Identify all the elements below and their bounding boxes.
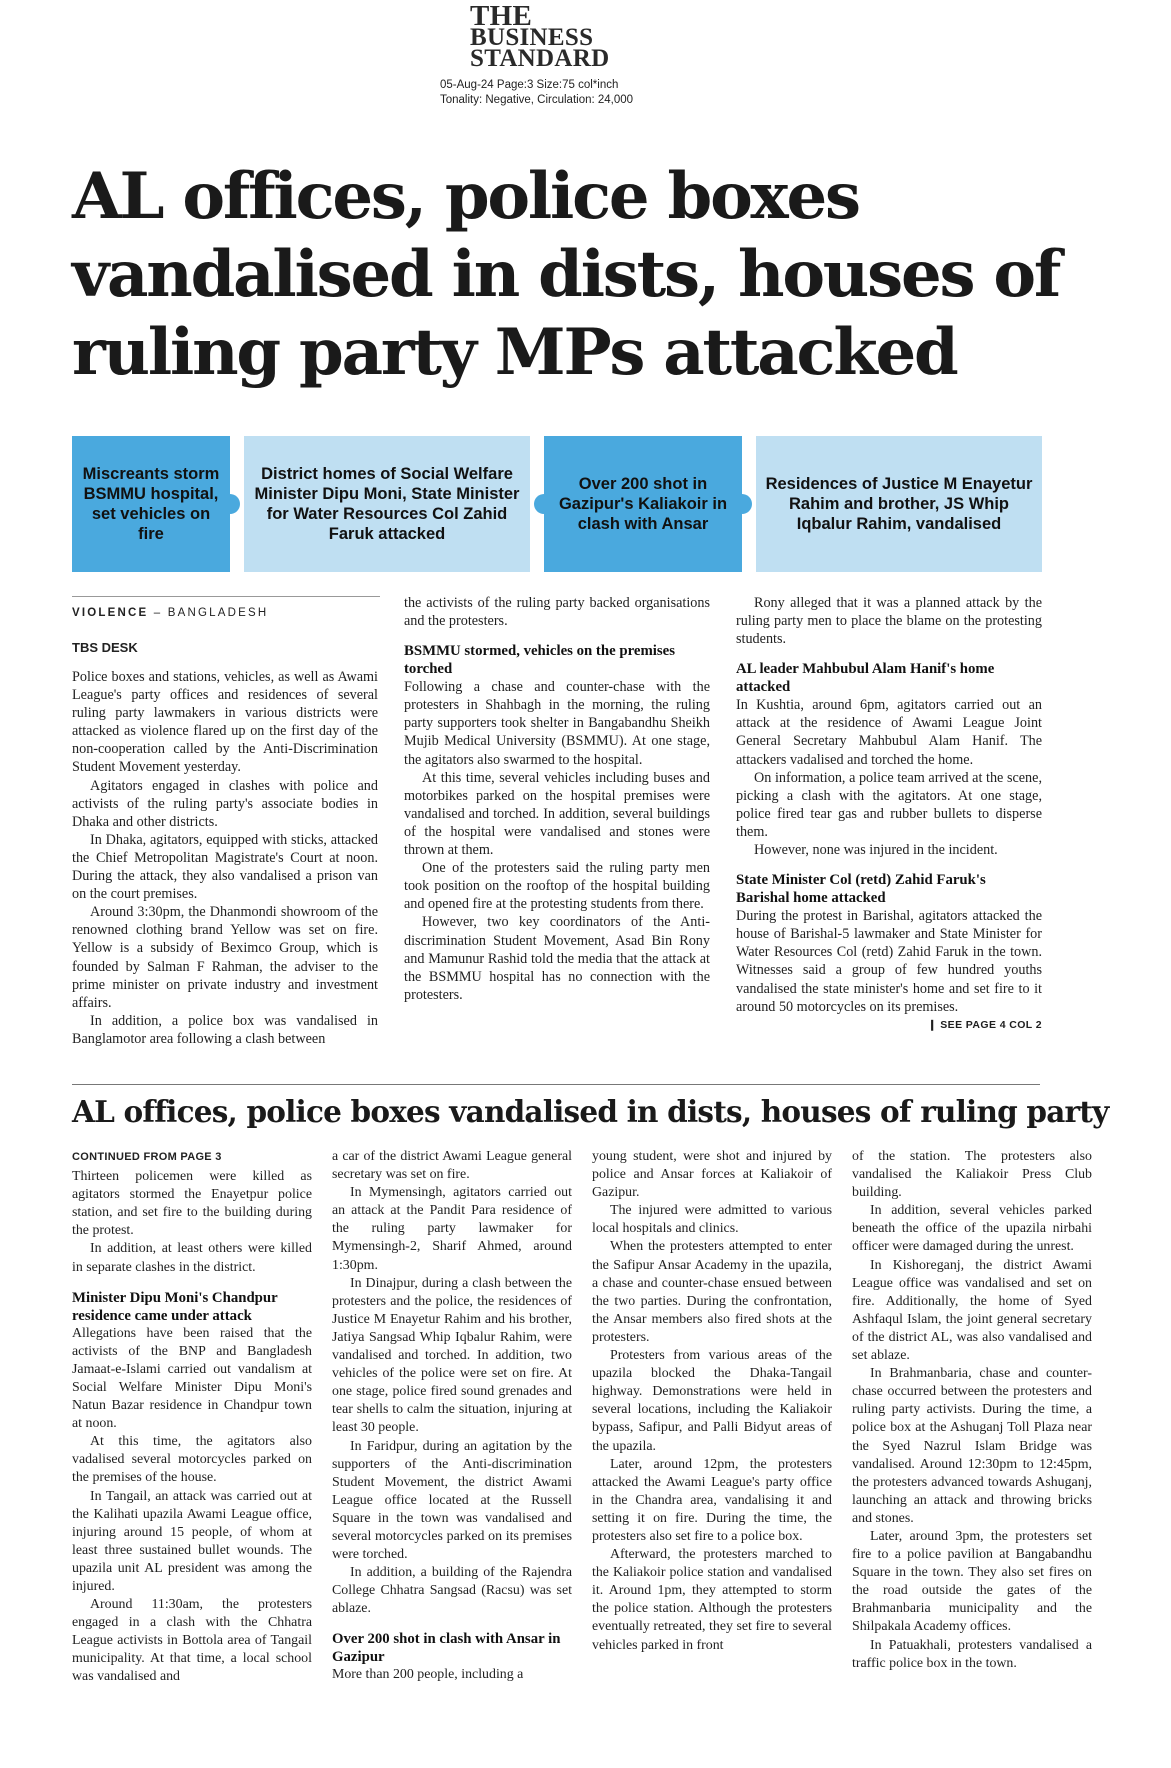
logo-line-3: STANDARD — [470, 45, 610, 72]
article-column-2 — [404, 594, 710, 1004]
paragraph: In Patuakhali, protesters vandalised a traffic police box in the town. — [852, 1637, 1092, 1671]
highlight-box-2 — [244, 436, 530, 572]
continuation-rule — [72, 1084, 1040, 1085]
highlight-text-4: Residences of Justice M Enayetur Rahim and brother, JS Whip Iqbalur Rahim, vandalised — [765, 475, 1033, 533]
paragraph: In addition, at least others were killed in separate clashes in the district. — [72, 1241, 312, 1275]
paragraph: However, none was injured in the incident. — [754, 842, 998, 859]
paragraph: On information, a police team arrived at the scene, picking a clash with the agitators. At one stage, police fired tear gas and rubber bullets to disperse them. — [736, 769, 1042, 840]
subheading: Minister Dipu Moni's Chandpur residence came under attack — [72, 1289, 278, 1324]
publication-logo — [470, 0, 710, 72]
paragraph: Later, around 3pm, the protesters set fire to a police pavilion at Bangabandhu Square in the town. They also set fires on the road outside the gates of the Brahmanbaria municipality and the Shilpakala Academy offices. — [852, 1528, 1092, 1635]
paragraph: In Faridpur, during an agitation by the supporters of the Anti-discrimination Student Movement, the district Awami League office located at the Russell Square in the town was vandalised and several motorcycles parked on its premises were torched. — [332, 1438, 572, 1563]
continuation-column-2 — [332, 1148, 572, 1685]
highlight-box-3 — [544, 436, 742, 572]
subheading: BSMMU stormed, vehicles on the premises torched — [404, 643, 675, 678]
main-headline: AL offices, police boxes vandalised in dists, houses of ruling party MPs attacked — [72, 159, 1060, 390]
paragraph: In Brahmanbaria, chase and counter-chase occurred between the protesters and ruling party activists. During the time, a police box at the Ashuganj Toll Plaza near the Syed Nazrul Islam Bridge was vandalised. Around 12:30pm to 12:45pm, the protesters advanced towards Ashuganj, launching an attack and throwing bricks and stones. — [852, 1366, 1092, 1526]
paragraph: Around 11:30am, the protesters engaged in a clash with the Chhatra League activists in Bottola area of Tangail municipality. At that time, a local school was vandalised and — [72, 1597, 312, 1685]
highlight-text-1: Miscreants storm BSMMU hospital, set vehicles on fire — [82, 465, 220, 543]
highlight-connector-dot — [534, 494, 554, 514]
paragraph: Following a chase and counter-chase with the protesters in Shahbagh in the morning, the ruling party supporters took shelter in Bangabandhu Sheikh Mujib Medical University (BSMMU). At one stage, the agitators also swarmed to the hospital. — [404, 679, 710, 768]
paragraph: young student, were shot and injured by police and Ansar forces at Kaliakoir of Gazipur. — [592, 1149, 832, 1201]
paragraph: Rony alleged that it was a planned attack by the ruling party men to place the blame on the protesting students. — [736, 595, 1042, 648]
paragraph: In Mymensingh, agitators carried out an attack at the Pandit Para residence of the ruling party lawmaker for Mymensingh-2, Sharif Ahmed, around 1:30pm. — [332, 1185, 572, 1273]
paragraph: In Dinajpur, during a clash between the protesters and the police, the residences of Justice M Enayetur Rahim and his brother, Jatiya Sangsad Whip Iqbalur Rahim, were vandalised and torched. In addition, two vehicles of the police were set on fire. At one stage, police fired sound grenades and tear shells to calm the situation, injuring at least 30 people. — [332, 1275, 572, 1436]
clipping-meta-line-1: 05-Aug-24 Page:3 Size:75 col*inch — [440, 79, 619, 91]
paragraph: Allegations have been raised that the activists of the BNP and Bangladesh Jamaat-e-Islami carried out vandalism at Social Welfare Minister Dipu Moni's Natun Bazar residence in Chandpur town at noon. — [72, 1325, 312, 1432]
subheading: State Minister Col (retd) Zahid Faruk's Barishal home attacked — [736, 872, 986, 907]
subheading: Over 200 shot in clash with Ansar in Gazipur — [332, 1631, 561, 1666]
paragraph: Thirteen policemen were killed as agitators stormed the Enayetpur police station, and set fire to the building during the protest. — [72, 1169, 312, 1239]
continued-from-tag: CONTINUED FROM PAGE 3 — [72, 1151, 222, 1163]
paragraph: In addition, a police box was vandalised in Banglamotor area following a clash between — [72, 1012, 378, 1047]
section-rule — [72, 596, 380, 597]
paragraph: In Kishoreganj, the district Awami League office was vandalised and set on fire. Additionally, the home of Syed Ashfaqul Islam, the joint general secretary of the district AL, was also vandalised and set ablaze. — [852, 1257, 1092, 1364]
paragraph: During the protest in Barishal, agitators attacked the house of Barishal-5 lawmaker and State Minister for Water Resources Col (retd) Zahid Faruk in the town. Witnesses said a group of few hundred youths vandalised the state minister's home and set fire to it around 50 motorcycles on its premises. — [736, 908, 1042, 1015]
paragraph: The injured were admitted to various local hospitals and clinics. — [592, 1203, 832, 1237]
paragraph: Afterward, the protesters marched to the Kaliakoir police station and vandalised it. Around 1pm, they attempted to storm the police station. Although the protesters eventually retreated, they set fire to several vehicles parked in front — [592, 1547, 832, 1653]
clipping-meta — [440, 78, 720, 108]
see-page-jump: ❙ SEE PAGE 4 COL 2 — [927, 1018, 1042, 1031]
continuation-column-4 — [852, 1148, 1092, 1673]
clipping-meta-line-2: Tonality: Negative, Circulation: 24,000 — [440, 94, 634, 106]
paragraph: a car of the district Awami League general secretary was set on fire. — [332, 1149, 572, 1183]
paragraph: When the protesters attempted to enter the Safipur Ansar Academy in the upazila, a chase and counter-chase ensued between the two parties. During the confrontation, the Ansar members also fired shots at the protesters. — [592, 1239, 832, 1345]
section-tag — [72, 607, 268, 619]
paragraph: Protesters from various areas of the upazila blocked the Dhaka-Tangail highway. Demonstrations were held in several locations, including the Kaliakoir bypass, Safipur, and Palli Bidyut areas of the upazila. — [592, 1348, 832, 1454]
paragraph: of the station. The protesters also vandalised the Kaliakoir Press Club building. — [852, 1149, 1092, 1201]
continuation-column-3 — [592, 1148, 832, 1655]
paragraph: Police boxes and stations, vehicles, as well as Awami League's party offices and residences of several ruling party lawmakers in various districts were attacked as violence flared up on the first day of the non-cooperation called by the Anti-Discrimination Student Movement yesterday. — [72, 669, 378, 776]
logo-line-1: THE — [470, 0, 533, 32]
continuation-headline: AL offices, police boxes vandalised in dists, houses of ruling party — [72, 1094, 1109, 1129]
paragraph: Around 3:30pm, the Dhanmondi showroom of the renowned clothing brand Yellow was set on fire. Yellow is a subsidy of Beximco Group, which is founded by Salman F Rahman, the adviser to the prime minister on private industry and investment affairs. — [72, 904, 378, 1011]
logo-line-2: BUSINESS — [470, 24, 594, 51]
byline: TBS DESK — [72, 640, 138, 655]
highlight-strip — [72, 436, 1042, 572]
section-tag-category: VIOLENCE — [72, 607, 149, 619]
highlight-connector-dot — [732, 494, 752, 514]
paragraph: Agitators engaged in clashes with police and activists of the ruling party's associate bodies in Dhaka and other districts. — [72, 777, 378, 830]
paragraph: At this time, the agitators also vadalised several motorcycles parked on the premises of the house. — [72, 1434, 312, 1486]
article-column-3 — [736, 594, 1042, 1034]
paragraph: In addition, a building of the Rajendra College Chhatra Sangsad (Racsu) was set ablaze. — [332, 1565, 572, 1617]
section-tag-region: – BANGLADESH — [148, 607, 269, 619]
paragraph: One of the protesters said the ruling party men took position on the rooftop of the hospital building and opened fire at the protesting students from there. — [404, 860, 710, 913]
masthead-logo — [470, 0, 710, 72]
paragraph: the activists of the ruling party backed organisations and the protesters. — [404, 595, 710, 630]
highlight-text-3: Over 200 shot in Gazipur's Kaliakoir in clash with Ansar — [558, 475, 728, 533]
highlight-box-1 — [72, 436, 230, 572]
paragraph: However, two key coordinators of the Anti-discrimination Student Movement, Asad Bin Rony and Mamunur Rashid told the media that the attack at the BSMMU hospital has no connection with the protesters. — [404, 914, 710, 1003]
continuation-column-1 — [72, 1148, 312, 1687]
highlight-connector-dot — [220, 494, 240, 514]
highlight-box-4 — [756, 436, 1042, 572]
paragraph: More than 200 people, including a — [332, 1667, 524, 1683]
paragraph: Later, around 12pm, the protesters attacked the Awami League's party office in the Chandra area, vandalising it and setting it on fire. During the time, the protesters also set fire to a police box. — [592, 1456, 832, 1544]
paragraph: In Dhaka, agitators, equipped with sticks, attacked the Chief Metropolitan Magistrate's Court at noon. During the attack, they also vandalised a prison van on the court premises. — [72, 831, 378, 903]
highlight-text-2: District homes of Social Welfare Minister Dipu Moni, State Minister for Water Resources Col Zahid Faruk attacked — [254, 465, 520, 543]
article-column-1 — [72, 668, 378, 1048]
paragraph: At this time, several vehicles including buses and motorbikes parked on the hospital premises were vandalised and torched. In addition, several buildings of the hospital were vandalised and stones were thrown at them. — [404, 769, 710, 859]
paragraph: In addition, several vehicles parked beneath the office of the upazila nirbahi officer were damaged during the unrest. — [852, 1203, 1092, 1255]
paragraph: In Kushtia, around 6pm, agitators carried out an attack at the residence of Awami League Joint General Secretary Mahbubul Alam Hanif. The attackers vadalised and torched the home. — [736, 697, 1042, 768]
paragraph: In Tangail, an attack was carried out at the Kalihati upazila Awami League office, injuring around 15 people, of whom at least three sustained bullet wounds. The upazila unit AL president was among the injured. — [72, 1488, 312, 1594]
subheading: AL leader Mahbubul Alam Hanif's home attacked — [736, 661, 995, 696]
